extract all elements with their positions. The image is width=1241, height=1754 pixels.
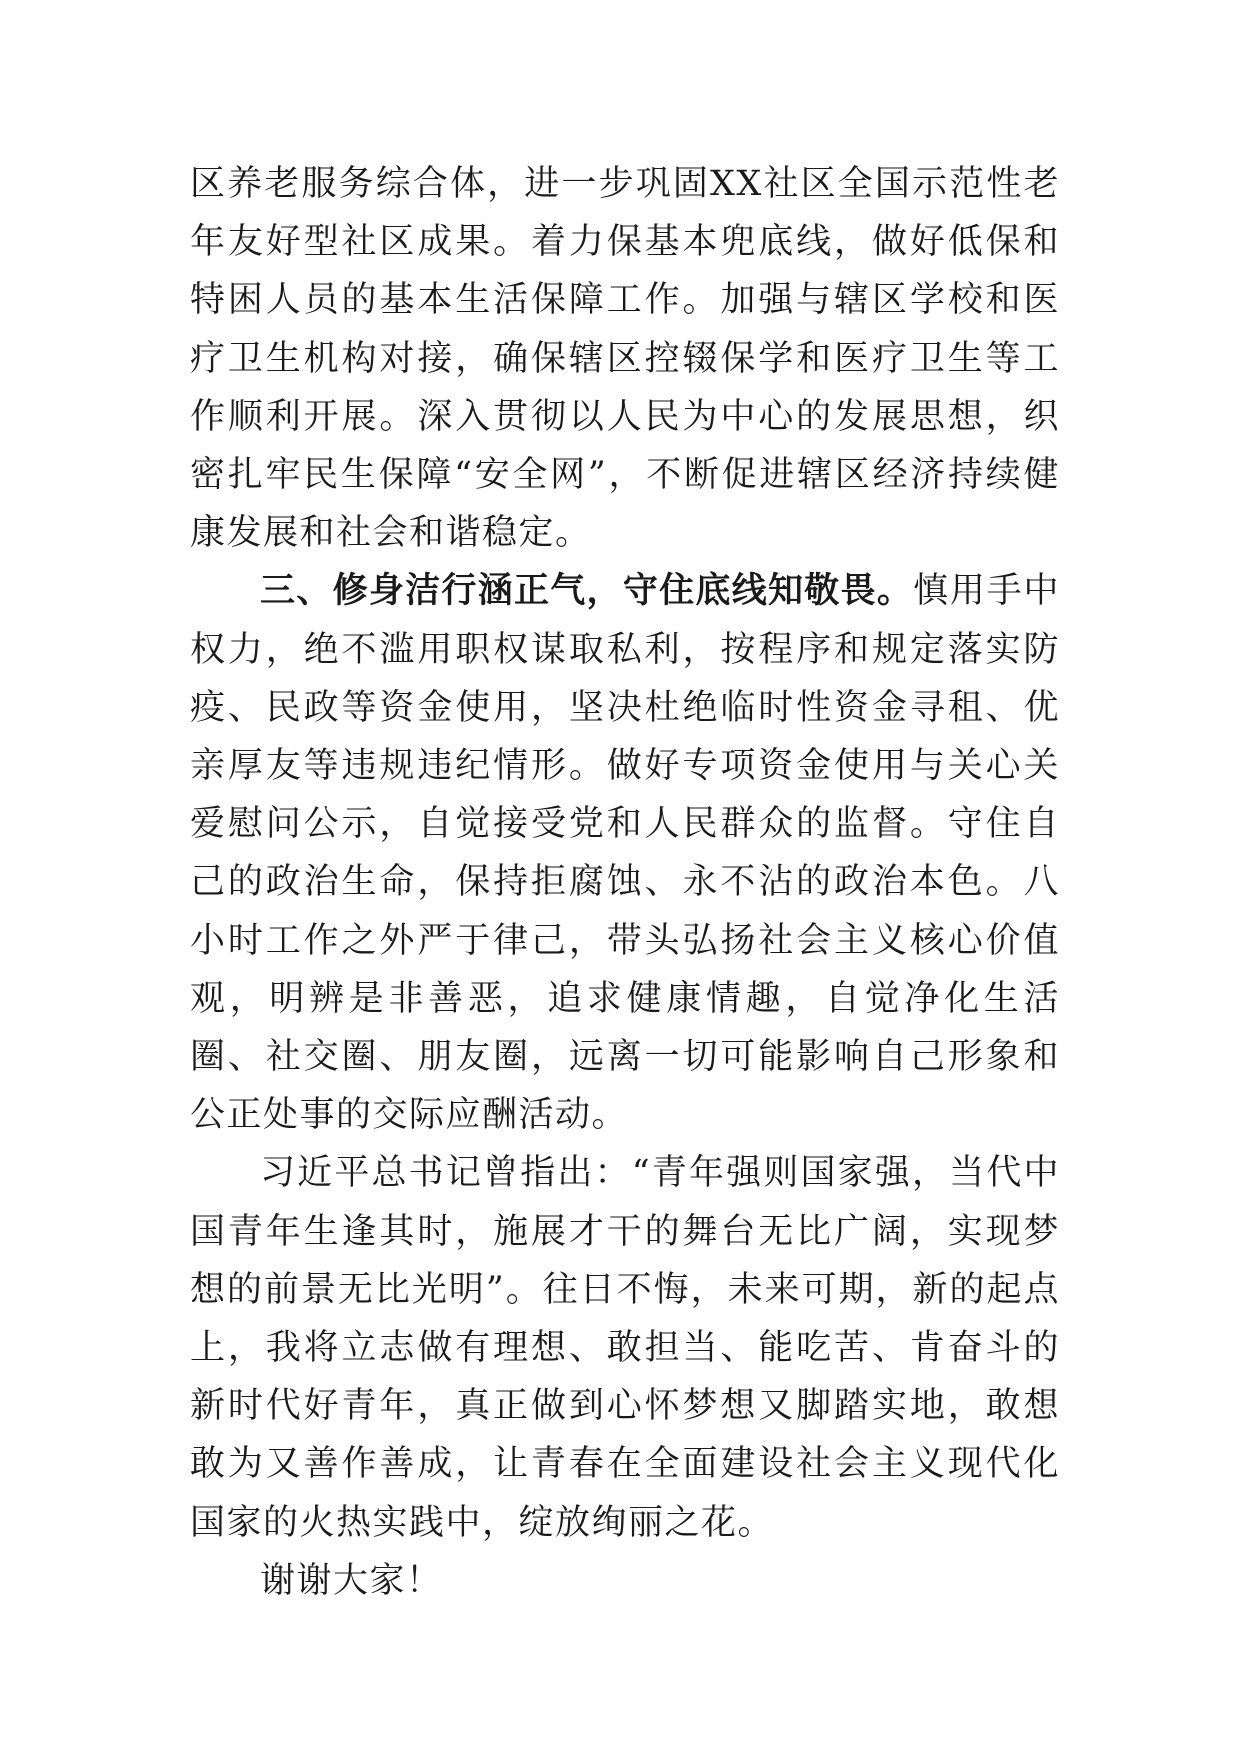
paragraph-continuation: 区养老服务综合体，进一步巩固XX社区全国示范性老年友好型社区成果。着力保基本兜底线，做好低保和特困人员的基本生活保障工作。加强与辖区学校和医疗卫生机构对接，确保辖区控辍保学和医疗卫生等工作顺利开展。深入贯彻以人民为中心的发展思想，织密扎牢民生保障“安全网”，不断促进辖区经济持续健康发展和社会和谐稳定。 [190, 164, 1060, 554]
paragraph-section-three [190, 562, 1060, 1144]
paragraph-thanks: 谢谢大家！ [260, 1560, 443, 1601]
section-heading: 三、修身洁行涵正气，守住底线知敬畏。 [260, 571, 914, 612]
document-body [190, 155, 1060, 1610]
paragraph-closing: 习近平总书记曾指出：“青年强则国家强，当代中国青年生逢其时，施展才干的舞台无比广阔，实现梦想的前景无比光明”。往日不悔，未来可期，新的起点上，我将立志做有理想、敢担当、能吃苦、肯奋斗的新时代好青年，真正做到心怀梦想又脚踏实地，敢想敢为又善作善成，让青春在全面建设社会主义现代化国家的火热实践中，绽放绚丽之花。 [190, 1153, 1060, 1543]
section-body: 慎用手中权力，绝不滥用职权谋取私利，按程序和规定落实防疫、民政等资金使用，坚决杜绝临时性资金寻租、优亲厚友等违规违纪情形。做好专项资金使用与关心关爱慰问公示，自觉接受党和人民群众的监督。守住自己的政治生命，保持拒腐蚀、永不沾的政治本色。八小时工作之外严于律己，带头弘扬社会主义核心价值观，明辨是非善恶，追求健康情趣，自觉净化生活圈、社交圈、朋友圈，远离一切可能影响自己形象和公正处事的交际应酬活动。 [190, 571, 1060, 1136]
